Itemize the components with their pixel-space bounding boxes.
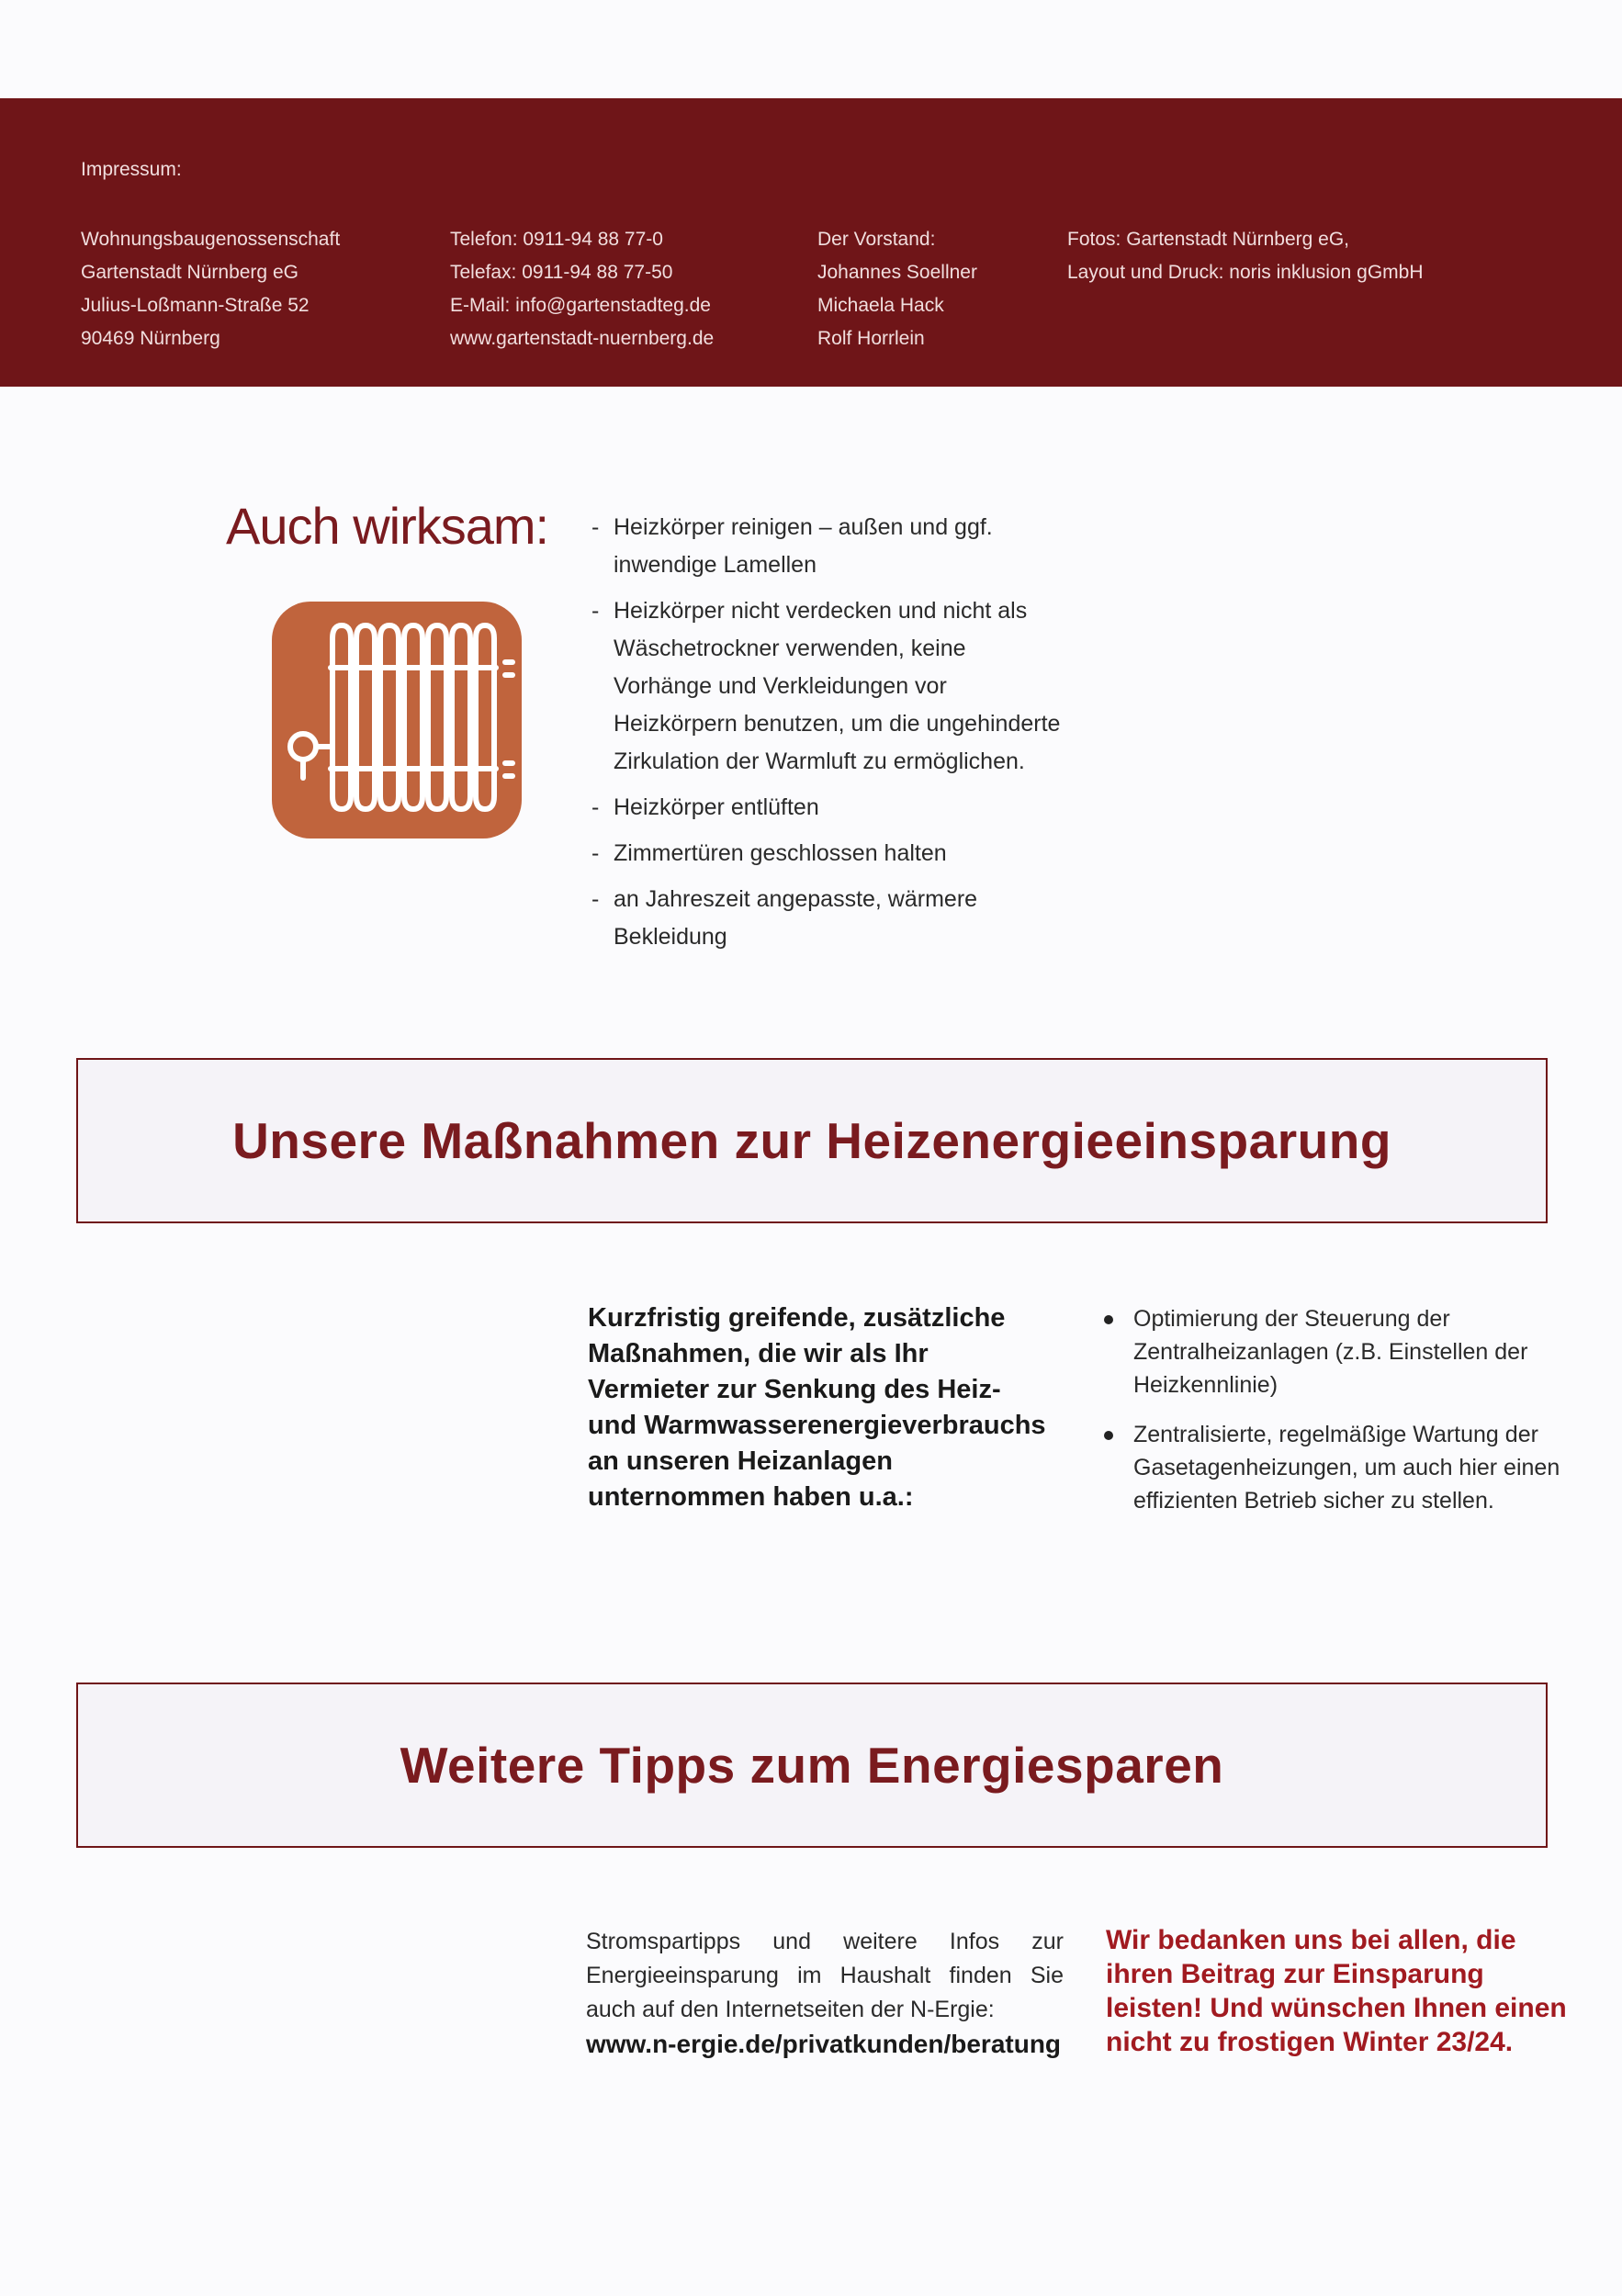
list-item: - Zimmertüren geschlossen halten xyxy=(588,835,1065,872)
radiator-icon xyxy=(272,602,522,838)
list-item: - Heizkörper entlüften xyxy=(588,789,1065,827)
massnahmen-heading: Unsere Maßnahmen zur Heizenergieeinsparung xyxy=(232,1112,1391,1169)
impressum-address xyxy=(81,223,340,355)
impressum-credits xyxy=(1067,223,1424,289)
contact-website[interactable]: www.gartenstadt-nuernberg.de xyxy=(450,328,715,349)
list-item: Zentralisierte, regelmäßige Wartung der Gasetagenheizungen, um auch hier einen effizienten Betrieb sicher zu stellen. xyxy=(1102,1418,1561,1517)
tipps-heading-box xyxy=(76,1683,1548,1848)
credits-layout: Layout und Druck: noris inklusion gGmbH xyxy=(1067,262,1424,283)
wirksam-tip-list xyxy=(588,509,1065,964)
board-member: Rolf Horrlein xyxy=(817,328,925,349)
n-ergie-link[interactable]: www.n-ergie.de/privatkunden/beratung xyxy=(586,2030,1062,2058)
list-item: - Heizkörper nicht verdecken und nicht als Wäschetrockner verwenden, keine Vorhänge und Verkleidungen vor Heizkörpern benutzen, um die ungehinderte Zirkulation der Warmluft zu ermöglichen. xyxy=(588,592,1065,781)
address-line: Julius-Loßmann-Straße 52 xyxy=(81,295,310,316)
impressum-title: Impressum: xyxy=(81,159,182,180)
board-member: Johannes Soellner xyxy=(817,262,977,283)
wirksam-title: Auch wirksam: xyxy=(226,497,549,555)
board-member: Michaela Hack xyxy=(817,295,944,316)
list-item: - an Jahreszeit angepasste, wärmere Bekleidung xyxy=(588,881,1065,956)
address-line: Wohnungsbaugenossenschaft xyxy=(81,229,341,250)
credits-photos: Fotos: Gartenstadt Nürnberg eG, xyxy=(1067,229,1349,250)
address-line: 90469 Nürnberg xyxy=(81,328,220,349)
massnahmen-list xyxy=(1102,1302,1561,1534)
board-label: Der Vorstand: xyxy=(817,229,936,250)
contact-email[interactable]: E-Mail: info@gartenstadteg.de xyxy=(450,295,711,316)
impressum-board xyxy=(817,223,977,355)
impressum-contact xyxy=(450,223,714,355)
address-line: Gartenstadt Nürnberg eG xyxy=(81,262,298,283)
impressum-banner xyxy=(0,98,1622,387)
massnahmen-heading-box xyxy=(76,1058,1548,1223)
contact-phone: Telefon: 0911-94 88 77-0 xyxy=(450,229,663,250)
thanks-message: Wir bedanken uns bei allen, die ihren Beitrag zur Einsparung leisten! Und wünschen Ihnen einen nicht zu frostigen Winter 23/24. xyxy=(1106,1925,1567,2057)
list-item: Optimierung der Steuerung der Zentralheizanlagen (z.B. Einstellen der Heizkennlinie) xyxy=(1102,1302,1561,1401)
list-item: - Heizkörper reinigen – außen und ggf. inwendige Lamellen xyxy=(588,509,1065,584)
tipps-heading: Weitere Tipps zum Energiesparen xyxy=(400,1737,1224,1794)
massnahmen-intro: Kurzfristig greifende, zusätzliche Maßnahmen, die wir als Ihr Vermieter zur Senkung des Heiz- und Warmwasserenergieverbrauchs an unseren Heizanlagen unternommen haben u.a.: xyxy=(588,1303,1046,1512)
stromspar-text: Stromspartipps und weitere Infos zur Energieeinsparung im Haushalt finden Sie auch auf den Internetseiten der N-Ergie: xyxy=(586,1929,1064,2022)
contact-fax: Telefax: 0911-94 88 77-50 xyxy=(450,262,673,283)
